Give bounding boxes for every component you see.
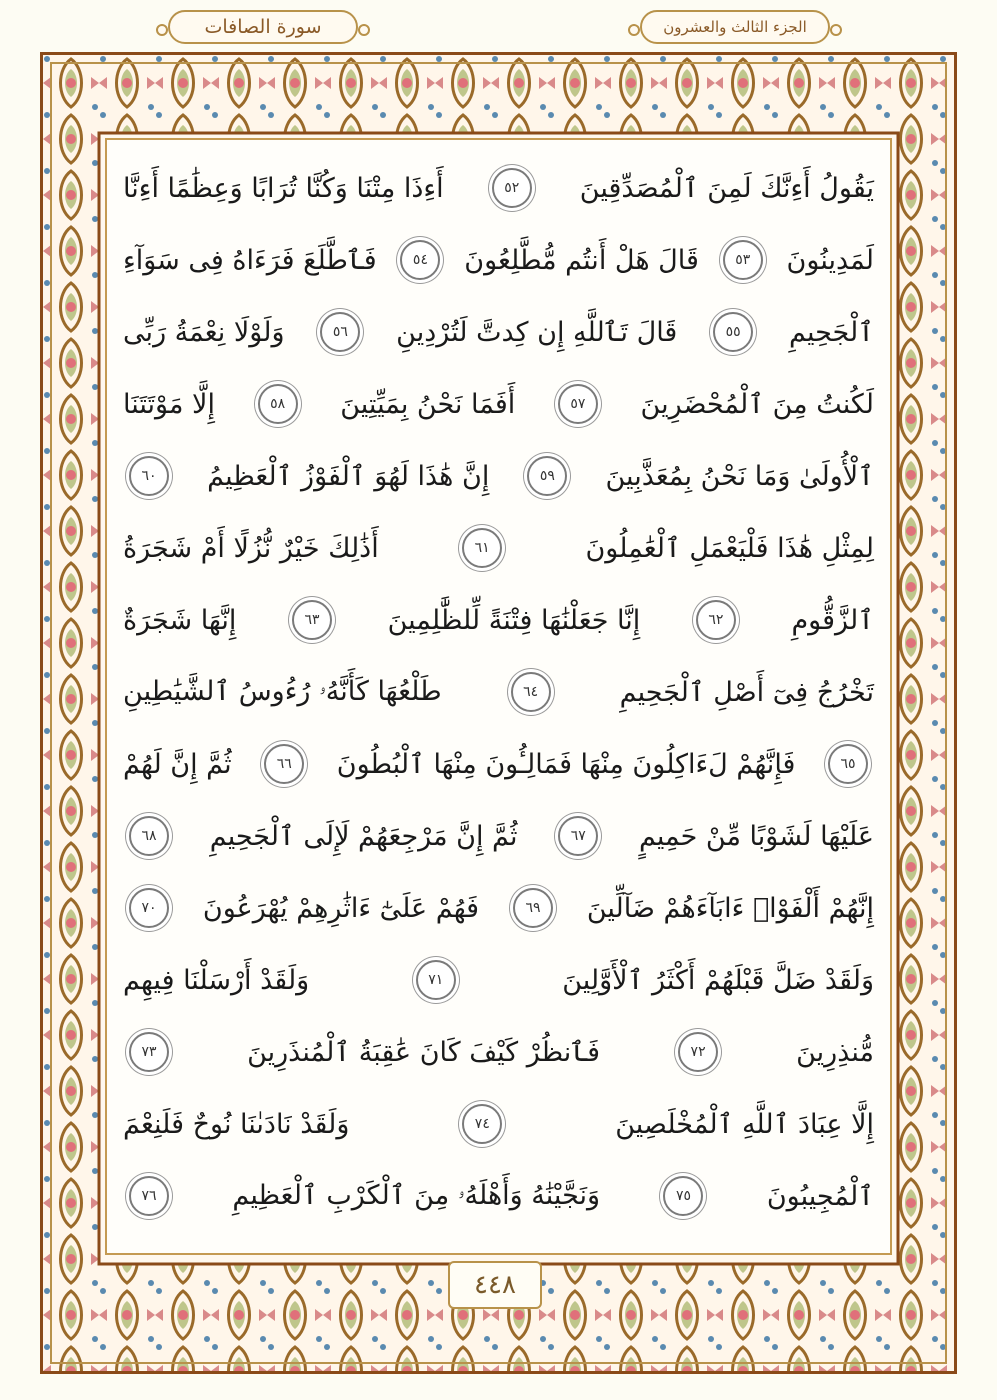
- verse-text: طَلْعُهَا كَأَنَّهُۥ رُءُوسُ ٱلشَّيَٰطِينِ: [123, 676, 442, 707]
- ayah-number-marker: ٧٤: [462, 1104, 502, 1144]
- verse-text: لِمِثْلِ هَٰذَا فَلْيَعْمَلِ ٱلْعَٰمِلُونَ: [585, 532, 874, 564]
- juz-name-text: الجزء الثالث والعشرون: [663, 18, 807, 36]
- ayah-number-marker: ٦١: [462, 528, 502, 568]
- verse-line: [123, 734, 874, 794]
- verse-line: [123, 878, 874, 938]
- verse-line: [123, 1022, 874, 1082]
- text-panel: [105, 138, 892, 1255]
- verse-text: أَءِذَا مِتْنَا وَكُنَّا تُرَابًا وَعِظَٰمًا أَءِنَّا: [123, 172, 444, 204]
- ayah-number-marker: ٥٥: [713, 312, 753, 352]
- ayah-number-marker: ٦٦: [264, 744, 304, 784]
- verse-text: عَلَيْهَا لَشَوْبًا مِّنْ حَمِيمٍ: [638, 820, 874, 852]
- verse-text: إِلَّا مَوْتَتَنَا: [123, 388, 215, 420]
- verse-text: قَالَ تَٱللَّهِ إِن كِدتَّ لَتُرْدِينِ: [396, 316, 678, 348]
- verse-text: فَٱنظُرْ كَيْفَ كَانَ عَٰقِبَةُ ٱلْمُنذَرِينَ: [247, 1036, 601, 1068]
- verse-text: مُّنذِرِينَ: [796, 1036, 874, 1068]
- verse-text: أَفَمَا نَحْنُ بِمَيِّتِينَ: [340, 388, 516, 420]
- ayah-number-marker: ٧٢: [678, 1032, 718, 1072]
- verse-text: وَلَقَدْ أَرْسَلْنَا فِيهِم: [123, 964, 310, 996]
- verse-text: فَٱطَّلَعَ فَرَءَاهُ فِى سَوَآءِ: [123, 244, 377, 276]
- ayah-number-marker: ٧٥: [663, 1176, 703, 1216]
- verse-text: أَذَٰلِكَ خَيْرٌ نُّزُلًا أَمْ شَجَرَةُ: [123, 532, 379, 564]
- ayah-number-marker: ٧٠: [129, 888, 169, 928]
- verse-text: ثُمَّ إِنَّ لَهُمْ: [123, 748, 232, 780]
- verse-text: ٱلْجَحِيمِ: [788, 316, 874, 348]
- ayah-number-marker: ٧٦: [129, 1176, 169, 1216]
- ayah-number-marker: ٦٢: [696, 600, 736, 640]
- verse-lines: [107, 140, 890, 1253]
- verse-text: ٱلْمُجِيبُونَ: [766, 1180, 874, 1212]
- verse-line: [123, 230, 874, 290]
- ayah-number-marker: ٦٣: [292, 600, 332, 640]
- ayah-number-marker: ٥٦: [320, 312, 360, 352]
- verse-text: إِنَّهَا شَجَرَةٌ: [123, 604, 237, 636]
- ayah-number-marker: ٦٤: [511, 672, 551, 712]
- verse-text: إِنَّا جَعَلْنَٰهَا فِتْنَةً لِّلظَّٰلِمِينَ: [387, 604, 641, 636]
- ayah-number-marker: ٦٧: [558, 816, 598, 856]
- ayah-number-marker: ٦٠: [129, 456, 169, 496]
- verse-text: يَقُولُ أَءِنَّكَ لَمِنَ ٱلْمُصَدِّقِينَ: [579, 172, 874, 204]
- verse-text: إِنَّهُمْ أَلْفَوْا۟ ءَابَآءَهُمْ ضَآلِّينَ: [586, 892, 874, 924]
- verse-line: [123, 518, 874, 578]
- verse-text: فَإِنَّهُمْ لَءَاكِلُونَ مِنْهَا فَمَالِـُٔونَ مِنْهَا ٱلْبُطُونَ: [336, 748, 796, 780]
- verse-text: ٱلْأُولَىٰ وَمَا نَحْنُ بِمُعَذَّبِينَ: [605, 460, 874, 492]
- verse-text: ٱلزَّقُّومِ: [791, 604, 874, 636]
- ayah-number-marker: ٥٣: [723, 240, 763, 280]
- ayah-number-marker: ٦٨: [129, 816, 169, 856]
- ayah-number-marker: ٥٤: [400, 240, 440, 280]
- verse-line: [123, 806, 874, 866]
- page-number-text: ٤٤٨: [474, 1270, 516, 1300]
- ayah-number-marker: ٦٩: [513, 888, 553, 928]
- verse-text: لَمَدِينُونَ: [786, 244, 874, 276]
- verse-text: ثُمَّ إِنَّ مَرْجِعَهُمْ لَإِلَى ٱلْجَحِيمِ: [209, 820, 518, 852]
- verse-line: [123, 950, 874, 1010]
- verse-text: وَنَجَّيْنَٰهُ وَأَهْلَهُۥ مِنَ ٱلْكَرْبِ ٱلْعَظِيمِ: [232, 1180, 601, 1211]
- verse-text: تَخْرُجُ فِىٓ أَصْلِ ٱلْجَحِيمِ: [619, 676, 874, 708]
- verse-text: قَالَ هَلْ أَنتُم مُّطَّلِعُونَ: [464, 244, 699, 276]
- verse-line: [123, 662, 874, 722]
- ayah-number-marker: ٥٨: [258, 384, 298, 424]
- verse-text: وَلَقَدْ نَادَىٰنَا نُوحٌ فَلَنِعْمَ: [123, 1108, 350, 1140]
- verse-text: وَلَوْلَا نِعْمَةُ رَبِّى: [123, 316, 285, 348]
- verse-line: [123, 158, 874, 218]
- ayah-number-marker: ٦٥: [828, 744, 868, 784]
- juz-name-label: [640, 10, 830, 44]
- verse-line: [123, 374, 874, 434]
- verse-text: وَلَقَدْ ضَلَّ قَبْلَهُمْ أَكْثَرُ ٱلْأَوَّلِينَ: [562, 964, 874, 996]
- verse-line: [123, 1166, 874, 1226]
- verse-text: فَهُمْ عَلَىٰٓ ءَاثَٰرِهِمْ يُهْرَعُونَ: [202, 892, 480, 924]
- ayah-number-marker: ٧١: [416, 960, 456, 1000]
- ayah-number-marker: ٧٣: [129, 1032, 169, 1072]
- verse-text: لَكُنتُ مِنَ ٱلْمُحْضَرِينَ: [640, 388, 874, 420]
- ayah-number-marker: ٥٧: [558, 384, 598, 424]
- verse-line: [123, 302, 874, 362]
- verse-text: إِلَّا عِبَادَ ٱللَّهِ ٱلْمُخْلَصِينَ: [615, 1108, 874, 1140]
- page-number: [448, 1261, 542, 1309]
- surah-name-text: سورة الصافات: [204, 16, 322, 38]
- verse-line: [123, 1094, 874, 1154]
- ayah-number-marker: ٥٢: [492, 168, 532, 208]
- ayah-number-marker: ٥٩: [527, 456, 567, 496]
- verse-text: إِنَّ هَٰذَا لَهُوَ ٱلْفَوْزُ ٱلْعَظِيمُ: [207, 460, 490, 492]
- verse-line: [123, 590, 874, 650]
- surah-name-label: [168, 10, 358, 44]
- verse-line: [123, 446, 874, 506]
